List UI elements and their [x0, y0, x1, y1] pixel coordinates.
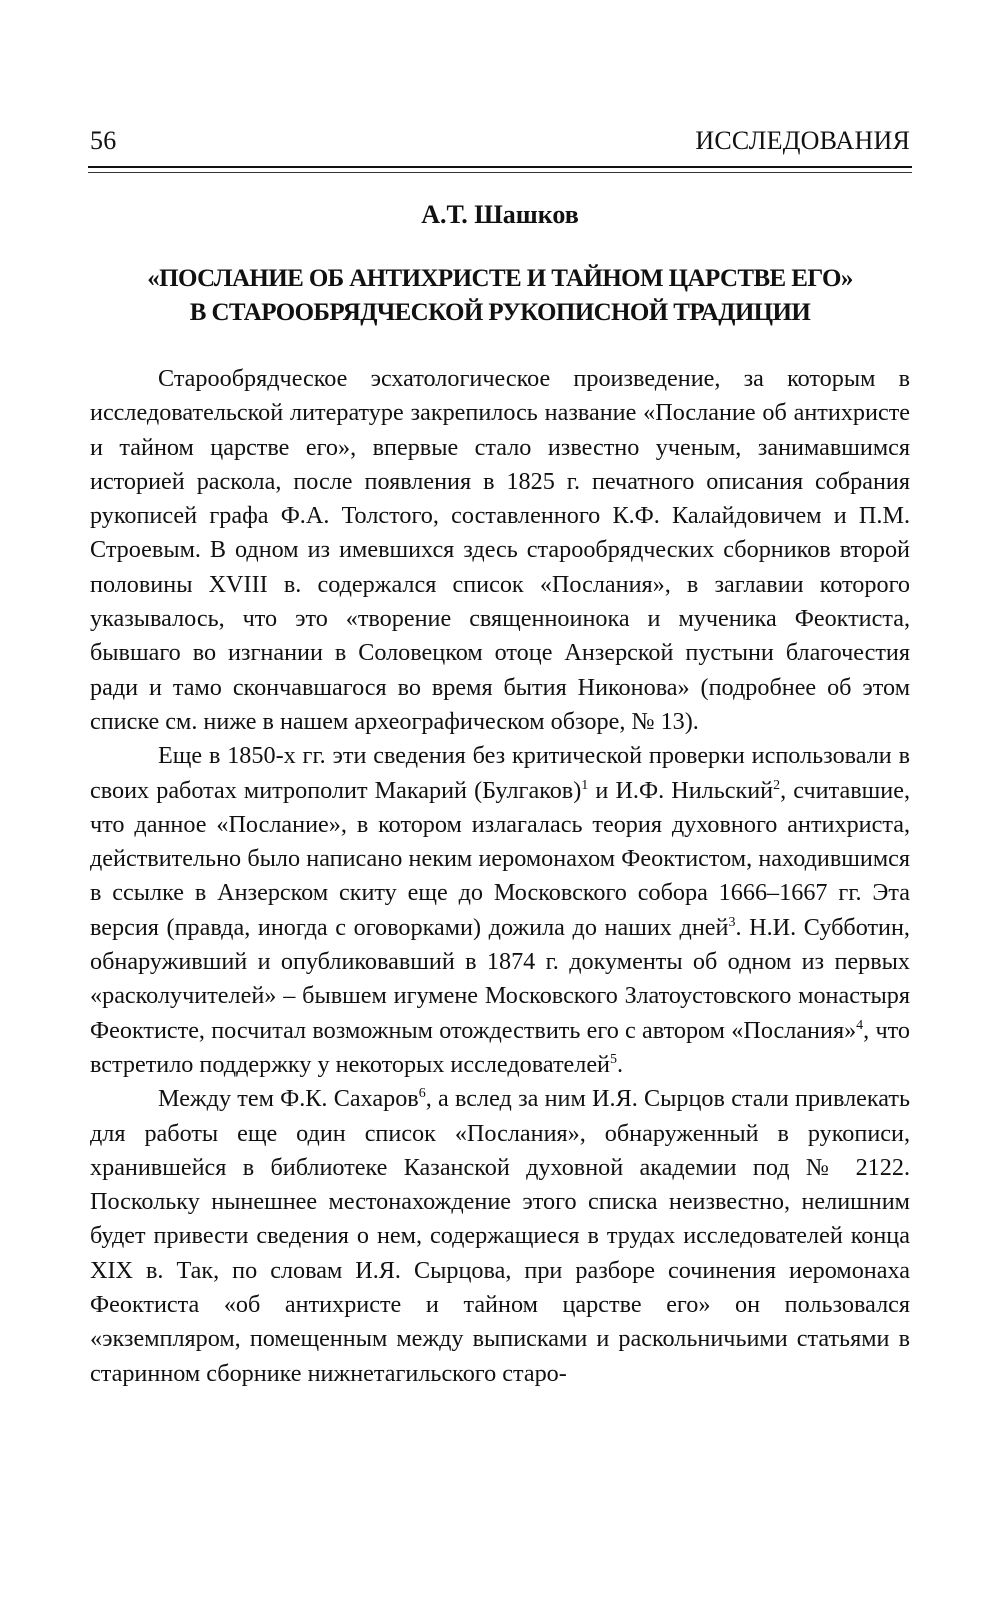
- article-title-line-2: В СТАРООБРЯДЧЕСКОЙ РУКОПИСНОЙ ТРАДИЦИИ: [189, 299, 811, 326]
- header-rule-thick: [88, 166, 912, 168]
- paragraph-2-text: , считавшие, что данное «Послание», в котором излагалась теория духовного антихриста, действительно было написано неким иеромонахом Феоктистом, находившимся в ссылке в Анзерском скиту еще до Московского собора 1666–1667 гг. Эта версия (правда, иногда с оговорками) дожила до наших дней: [90, 776, 910, 941]
- paragraph-2-text: , что встретило поддержку у некоторых исследователей: [90, 1016, 910, 1078]
- section-title: ИССЛЕДОВАНИЯ: [695, 126, 910, 155]
- running-header: [90, 126, 910, 156]
- footnote-ref-5: 5: [610, 1051, 617, 1067]
- paragraph-2-text: Еще в 1850-х гг. эти сведения без критической проверки использовали в своих работах митрополит Макарий (Булгаков): [90, 742, 910, 804]
- article-title: [90, 262, 910, 330]
- article-author: А.Т. Шашков: [421, 200, 579, 229]
- paragraph-2-text: и И.Ф. Нильский: [588, 776, 774, 804]
- header-rule-thin: [88, 172, 912, 173]
- footnote-ref-1: 1: [581, 777, 589, 793]
- paragraph-2: [90, 739, 910, 1082]
- footnote-ref-6: 6: [418, 1086, 426, 1102]
- paragraph-3-text: , а вслед за ним И.Я. Сырцов стали привлекать для работы еще один список «Послания», обнаруженный в рукописи, хранившейся в библиотеке Казанской духовной академии под № 2122. Поскольку нынешнее местонахождение этого списка неизвестно, нелишним будет привести сведения о нем, содержащиеся в трудах исследователей конца XIX в. Так, по словам И.Я. Сырцова, при разборе сочинения иеромонаха Феоктиста «об антихристе и тайном царстве его» он пользовался «экземпляром, помещенным между выписками и раскольничьими статьями в старинном сборнике нижнетагильского старо-: [90, 1085, 910, 1387]
- paragraph-2-text: . Н.И. Субботин, обнаруживший и опубликовавший в 1874 г. документы об одном из первых «расколучителей» – бывшем игумене Московского Златоустовского монастыря Феоктисте, посчитал возможным отождествить его с автором «Послания»: [90, 913, 910, 1044]
- page-number: 56: [90, 126, 117, 155]
- footnote-ref-3: 3: [728, 914, 736, 930]
- footnote-ref-2: 2: [773, 777, 781, 793]
- article-title-line-1: «ПОСЛАНИЕ ОБ АНТИХРИСТЕ И ТАЙНОМ ЦАРСТВЕ ЕГО»: [147, 265, 853, 292]
- paragraph-3: [90, 1082, 910, 1391]
- article-body: [90, 362, 910, 1391]
- paragraph-1: Старообрядческое эсхатологическое произведение, за которым в исследовательской литературе закрепилось название «Послание об антихристе и тайном царстве его», впервые стало известно ученым, занимавшимся историей раскола, после появления в 1825 г. печатного описания собрания рукописей графа Ф.А. Толстого, составленного К.Ф. Калайдовичем и П.М. Строевым. В одном из имевшихся здесь старообрядческих сборников второй половины XVIII в. содержался список «Послания», в заглавии которого указывалось, что это «творение священноинока и мученика Феоктиста, бывшаго во изгнании в Соловецком отоце Анзерской пустыни благочестия ради и тамо скончавшагося во время бытия Никонова» (подробнее об этом списке см. ниже в нашем археографическом обзоре, № 13).: [90, 365, 910, 735]
- paragraph-2-text: .: [617, 1050, 624, 1078]
- footnote-ref-4: 4: [856, 1017, 864, 1033]
- paragraph-3-text: Между тем Ф.К. Сахаров: [158, 1085, 419, 1113]
